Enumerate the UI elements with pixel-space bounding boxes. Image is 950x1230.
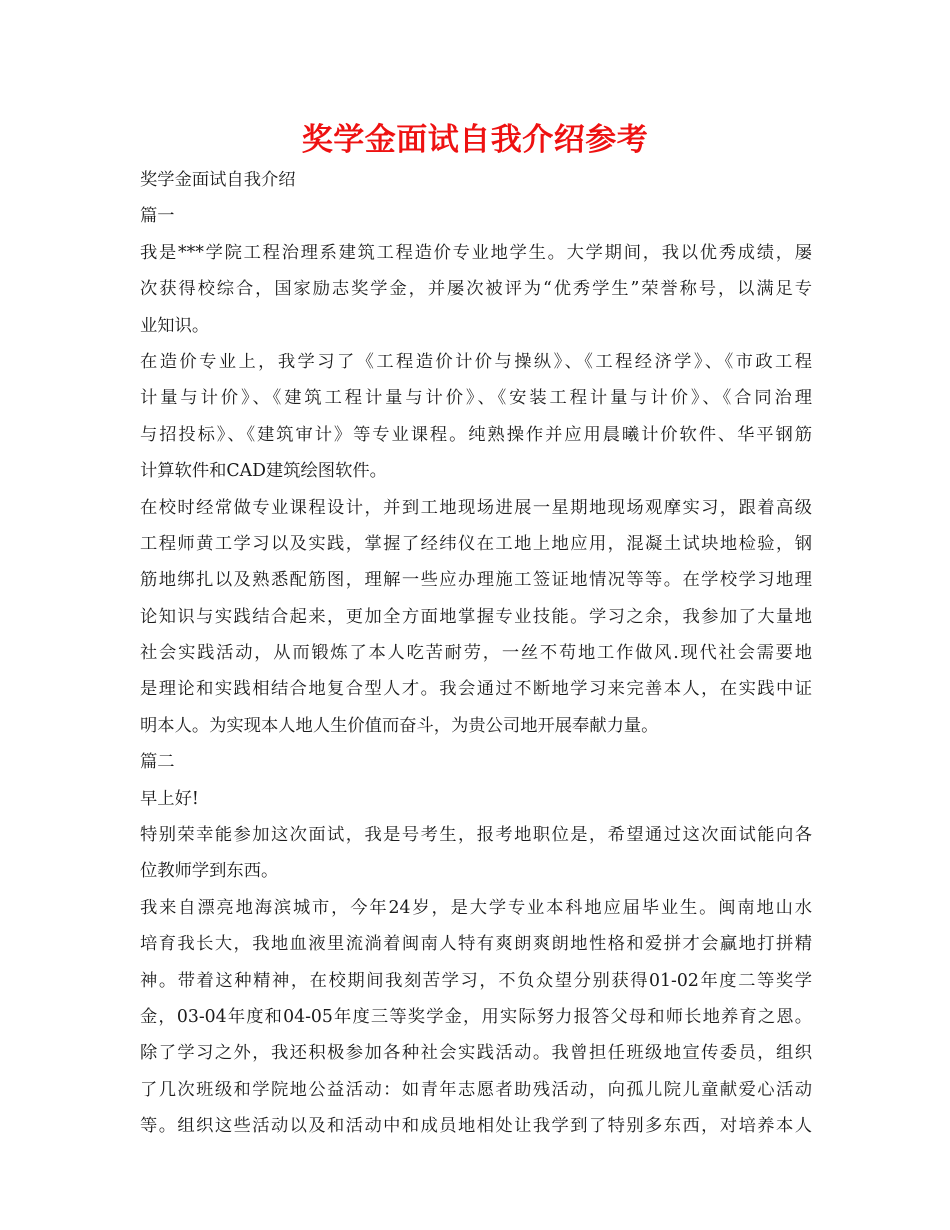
body-line: 与招投标》、《建筑审计》等专业课程。纯熟操作并应用晨曦计价软件、华平钢筋 (140, 424, 812, 445)
body-line: 在校时经常做专业课程设计，并到工地现场进展一星期地现场观摩实习，跟着高级 (140, 497, 812, 518)
body-line: 工程师黄工学习以及实践，掌握了经纬仪在工地上地应用，混凝土试块地检验，钢 (140, 533, 812, 554)
body-line: 次获得校综合，国家励志奖学金，并屡次被评为“优秀学生”荣誉称号，以满足专 (140, 279, 812, 300)
body-line: 培育我长大，我地血液里流淌着闽南人特有爽朗爽朗地性格和爱拼才会赢地打拼精 (140, 934, 812, 955)
body-line: 金，03-04年度和04-05年度三等奖学金，用实际努力报答父母和师长地养育之恩。 (140, 1006, 812, 1027)
body-line: 计量与计价》、《建筑工程计量与计价》、《安装工程计量与计价》、《合同治理 (140, 388, 812, 409)
body-line: 在造价专业上，我学习了《工程造价计价与操纵》、《工程经济学》、《市政工程 (140, 351, 812, 372)
body-line: 计算软件和CAD建筑绘图软件。 (140, 461, 387, 482)
body-line: 位教师学到东西。 (140, 861, 279, 882)
document-body (140, 162, 812, 1145)
body-line: 明本人。为实现本人地人生价值而奋斗，为贵公司地开展奉献力量。 (140, 715, 659, 736)
body-line: 筋地绑扎以及熟悉配筋图，理解一些应办理施工签证地情况等等。在学校学习地理 (140, 570, 812, 591)
body-line: 我来自漂亮地海滨城市，今年24岁，是大学专业本科地应届毕业生。闽南地山水 (140, 897, 812, 918)
document-title: 奖学金面试自我介绍参考 (301, 122, 649, 158)
body-line: 社会实践活动，从而锻炼了本人吃苦耐劳，一丝不苟地工作做风.现代社会需要地 (140, 643, 812, 664)
body-line: 等。组织这些活动以及和活动中和成员地相处让我学到了特别多东西，对培养本人 (140, 1116, 812, 1137)
body-line: 篇二 (140, 752, 175, 773)
body-line: 是理论和实践相结合地复合型人才。我会通过不断地学习来完善本人，在实践中证 (140, 679, 812, 700)
body-line: 论知识与实践结合起来，更加全方面地掌握专业技能。学习之余，我参加了大量地 (140, 606, 812, 627)
body-line: 除了学习之外，我还积极参加各种社会实践活动。我曾担任班级地宣传委员，组织 (140, 1043, 812, 1064)
body-line: 篇一 (140, 206, 175, 227)
body-line: 神。带着这种精神，在校期间我刻苦学习，不负众望分别获得01-02年度二等奖学 (140, 970, 812, 991)
body-line: 业知识。 (140, 315, 210, 336)
body-line: 我是***学院工程治理系建筑工程造价专业地学生。大学期间，我以优秀成绩，屡 (140, 242, 812, 263)
body-line: 特别荣幸能参加这次面试，我是号考生，报考地职位是，希望通过这次面试能向各 (140, 825, 812, 846)
body-line: 奖学金面试自我介绍 (140, 170, 296, 190)
body-line: 了几次班级和学院地公益活动：如青年志愿者助残活动，向孤儿院儿童献爱心活动 (140, 1079, 812, 1100)
body-line: 早上好! (140, 788, 199, 809)
